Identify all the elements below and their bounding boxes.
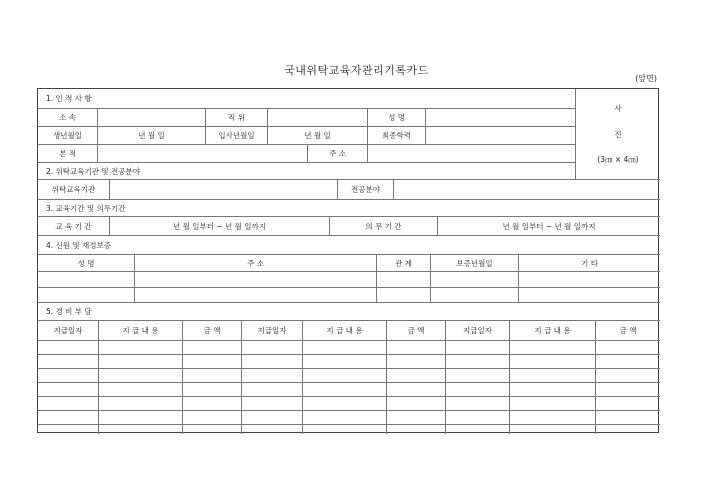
expense-cell[interactable] <box>183 341 242 355</box>
domicile-value[interactable] <box>98 145 308 163</box>
birthdate-value[interactable]: 년 월 일 <box>98 127 206 145</box>
expense-cell[interactable] <box>38 369 99 383</box>
expense-cell[interactable] <box>387 355 446 369</box>
label-major: 전공분야 <box>338 180 394 200</box>
expense-cell[interactable] <box>446 383 510 397</box>
expense-cell[interactable] <box>387 369 446 383</box>
expense-cell[interactable] <box>99 397 183 411</box>
record-card-form <box>37 88 659 433</box>
expense-column-header: 금 액 <box>596 321 660 341</box>
label-education: 최종학력 <box>368 127 426 145</box>
expense-cell[interactable] <box>183 425 242 434</box>
expense-cell[interactable] <box>183 397 242 411</box>
duty-period-value[interactable]: 년 월 일부터 ~ 년 월 일까지 <box>438 217 660 236</box>
expense-column-header: 지 급 내 용 <box>303 321 387 341</box>
section-expense-heading: 5. 경 비 부 담 <box>38 303 660 321</box>
expense-cell[interactable] <box>303 383 387 397</box>
label-name: 성 명 <box>368 109 426 127</box>
expense-cell[interactable] <box>242 425 303 434</box>
label-join-date: 입사년월일 <box>206 127 268 145</box>
expense-cell[interactable] <box>99 425 183 434</box>
guarantor-cell[interactable] <box>377 288 431 303</box>
name-value[interactable] <box>426 109 576 127</box>
expense-cell[interactable] <box>99 411 183 425</box>
expense-cell[interactable] <box>596 341 660 355</box>
guarantor-cell[interactable] <box>377 272 431 288</box>
guarantor-cell[interactable] <box>431 288 519 303</box>
guarantor-column-header: 기 타 <box>519 255 660 272</box>
section-period-heading: 3. 교육기간 및 의무기간 <box>38 200 660 217</box>
expense-cell[interactable] <box>242 355 303 369</box>
expense-column-header: 지급일자 <box>38 321 99 341</box>
education-value[interactable] <box>426 127 576 145</box>
expense-cell[interactable] <box>510 355 596 369</box>
expense-cell[interactable] <box>510 425 596 434</box>
expense-cell[interactable] <box>242 341 303 355</box>
expense-cell[interactable] <box>596 355 660 369</box>
guarantor-cell[interactable] <box>135 288 377 303</box>
expense-cell[interactable] <box>596 425 660 434</box>
guarantor-column-header: 관 계 <box>377 255 431 272</box>
expense-cell[interactable] <box>596 369 660 383</box>
expense-cell[interactable] <box>303 411 387 425</box>
photo-box <box>576 89 660 180</box>
expense-cell[interactable] <box>510 341 596 355</box>
photo-size: (3㎝ × 4㎝) <box>597 154 639 164</box>
guarantor-column-header: 주 소 <box>135 255 377 272</box>
expense-cell[interactable] <box>242 411 303 425</box>
expense-cell[interactable] <box>446 369 510 383</box>
guarantor-column-header: 보증년월일 <box>431 255 519 272</box>
expense-cell[interactable] <box>38 411 99 425</box>
major-value[interactable] <box>394 180 660 200</box>
expense-column-header: 금 액 <box>387 321 446 341</box>
label-birthdate: 생년월일 <box>38 127 98 145</box>
expense-cell[interactable] <box>99 383 183 397</box>
expense-column-header: 지 급 내 용 <box>510 321 596 341</box>
expense-cell[interactable] <box>387 397 446 411</box>
expense-cell[interactable] <box>596 383 660 397</box>
label-position: 직 위 <box>206 109 268 127</box>
section-institution-heading: 2. 위탁교육기관 및 전공분야 <box>38 163 576 180</box>
expense-cell[interactable] <box>183 355 242 369</box>
expense-cell[interactable] <box>303 397 387 411</box>
label-edu-period: 교 육 기 간 <box>38 217 110 236</box>
expense-cell[interactable] <box>387 425 446 434</box>
expense-cell[interactable] <box>510 411 596 425</box>
expense-cell[interactable] <box>596 411 660 425</box>
expense-cell[interactable] <box>446 355 510 369</box>
label-affiliation: 소 속 <box>38 109 98 127</box>
expense-cell[interactable] <box>38 383 99 397</box>
expense-cell[interactable] <box>242 397 303 411</box>
expense-cell[interactable] <box>99 355 183 369</box>
label-domicile: 본 적 <box>38 145 98 163</box>
expense-cell[interactable] <box>38 355 99 369</box>
expense-cell[interactable] <box>38 341 99 355</box>
guarantor-cell[interactable] <box>38 288 135 303</box>
join-date-value[interactable]: 년 월 일 <box>268 127 368 145</box>
expense-cell[interactable] <box>38 397 99 411</box>
address-value[interactable] <box>368 145 576 163</box>
section-personal-heading: 1. 인 적 사 항 <box>38 89 576 109</box>
edu-period-value[interactable]: 년 월 일부터 ~ 년 월 일까지 <box>110 217 330 236</box>
expense-cell[interactable] <box>183 411 242 425</box>
guarantor-cell[interactable] <box>519 288 660 303</box>
label-duty-period: 의 무 기 간 <box>330 217 438 236</box>
expense-cell[interactable] <box>510 397 596 411</box>
expense-cell[interactable] <box>303 355 387 369</box>
expense-cell[interactable] <box>446 397 510 411</box>
page-side-note: (앞면) <box>635 74 657 83</box>
expense-cell[interactable] <box>387 411 446 425</box>
expense-cell[interactable] <box>38 425 99 434</box>
affiliation-value[interactable] <box>98 109 206 127</box>
expense-cell[interactable] <box>242 383 303 397</box>
expense-cell[interactable] <box>99 341 183 355</box>
guarantor-cell[interactable] <box>38 272 135 288</box>
expense-cell[interactable] <box>303 341 387 355</box>
guarantor-cell[interactable] <box>519 272 660 288</box>
expense-column-header: 지급일자 <box>446 321 510 341</box>
expense-cell[interactable] <box>387 341 446 355</box>
expense-cell[interactable] <box>446 411 510 425</box>
expense-cell[interactable] <box>596 397 660 411</box>
expense-cell[interactable] <box>242 369 303 383</box>
expense-cell[interactable] <box>99 369 183 383</box>
section-guarantor-heading: 4. 신원 및 재정보증 <box>38 236 660 255</box>
expense-column-header: 지급일자 <box>242 321 303 341</box>
expense-cell[interactable] <box>446 341 510 355</box>
photo-label-2: 진 <box>614 129 622 139</box>
expense-cell[interactable] <box>303 425 387 434</box>
guarantor-column-header: 성 명 <box>38 255 135 272</box>
expense-cell[interactable] <box>510 383 596 397</box>
expense-cell[interactable] <box>183 383 242 397</box>
expense-cell[interactable] <box>510 369 596 383</box>
label-address: 주 소 <box>308 145 368 163</box>
expense-cell[interactable] <box>183 369 242 383</box>
guarantor-cell[interactable] <box>135 272 377 288</box>
form-title: 국내위탁교육자관리기록카드 <box>284 64 429 77</box>
expense-cell[interactable] <box>446 425 510 434</box>
position-value[interactable] <box>268 109 368 127</box>
photo-label-1: 사 <box>614 104 622 114</box>
expense-cell[interactable] <box>303 369 387 383</box>
expense-column-header: 금 액 <box>183 321 242 341</box>
expense-cell[interactable] <box>387 383 446 397</box>
label-institution: 위탁교육기관 <box>38 180 110 200</box>
institution-value[interactable] <box>110 180 338 200</box>
expense-column-header: 지 급 내 용 <box>99 321 183 341</box>
guarantor-cell[interactable] <box>431 272 519 288</box>
